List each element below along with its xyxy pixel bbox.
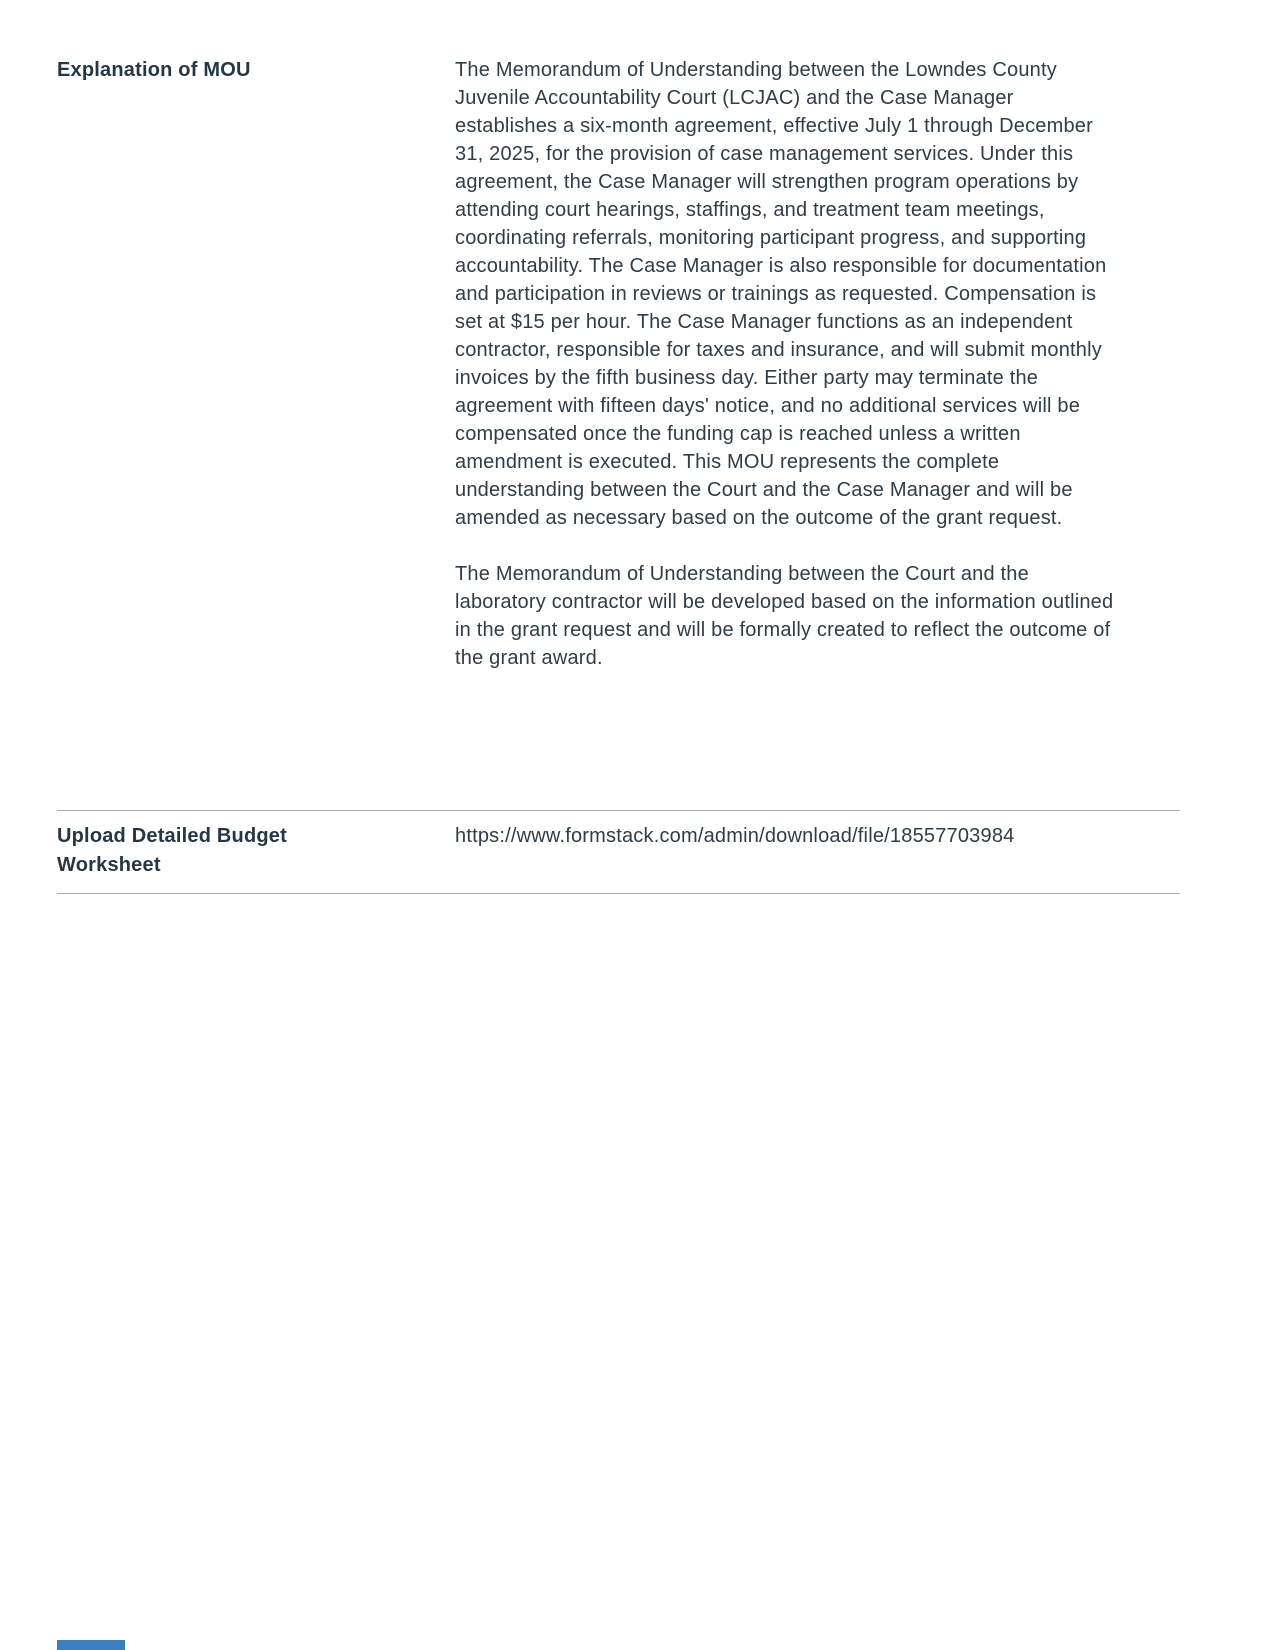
field-row-upload-budget-worksheet [57,811,1180,894]
field-value-upload-budget-worksheet [455,822,1117,851]
mou-paragraph-case-manager: The Memorandum of Understanding between the Lowndes County Juvenile Accountability Court (LCJAC) and the Case Manager establishes a six-month agreement, effective July 1 through December 31, 2025, for the provision of case management services. Under this agreement, the Case Manager will strengthen program operations by attending court hearings, staffings, and treatment team meetings, coordinating referrals, monitoring participant progress, and supporting accountability. The Case Manager is also responsible for documentation and participation in reviews or trainings as requested. Compensation is set at $15 per hour. The Case Manager functions as an independent contractor, responsible for taxes and insurance, and will submit monthly invoices by the fifth business day. Either party may terminate the agreement with fifteen days' notice, and no additional services will be compensated once the funding cap is reached unless a written amendment is executed. This MOU represents the complete understanding between the Court and the Case Manager and will be amended as necessary based on the outcome of the grant request. [455,59,1107,529]
mou-paragraph-laboratory-contractor: The Memorandum of Understanding between the Court and the laboratory contractor will be developed based on the information outlined in the grant request and will be formally created to reflect the outcome of the grant award. [455,563,1114,669]
field-label-upload-budget-worksheet: Upload Detailed Budget Worksheet [57,825,287,876]
page-bottom-accent-bar [57,1640,125,1650]
file-download-url: https://www.formstack.com/admin/download/file/18557703984 [455,825,1015,847]
field-value-explanation-of-mou [455,56,1117,672]
field-label-explanation-of-mou: Explanation of MOU [57,59,251,81]
field-row-explanation-of-mou [57,0,1180,811]
